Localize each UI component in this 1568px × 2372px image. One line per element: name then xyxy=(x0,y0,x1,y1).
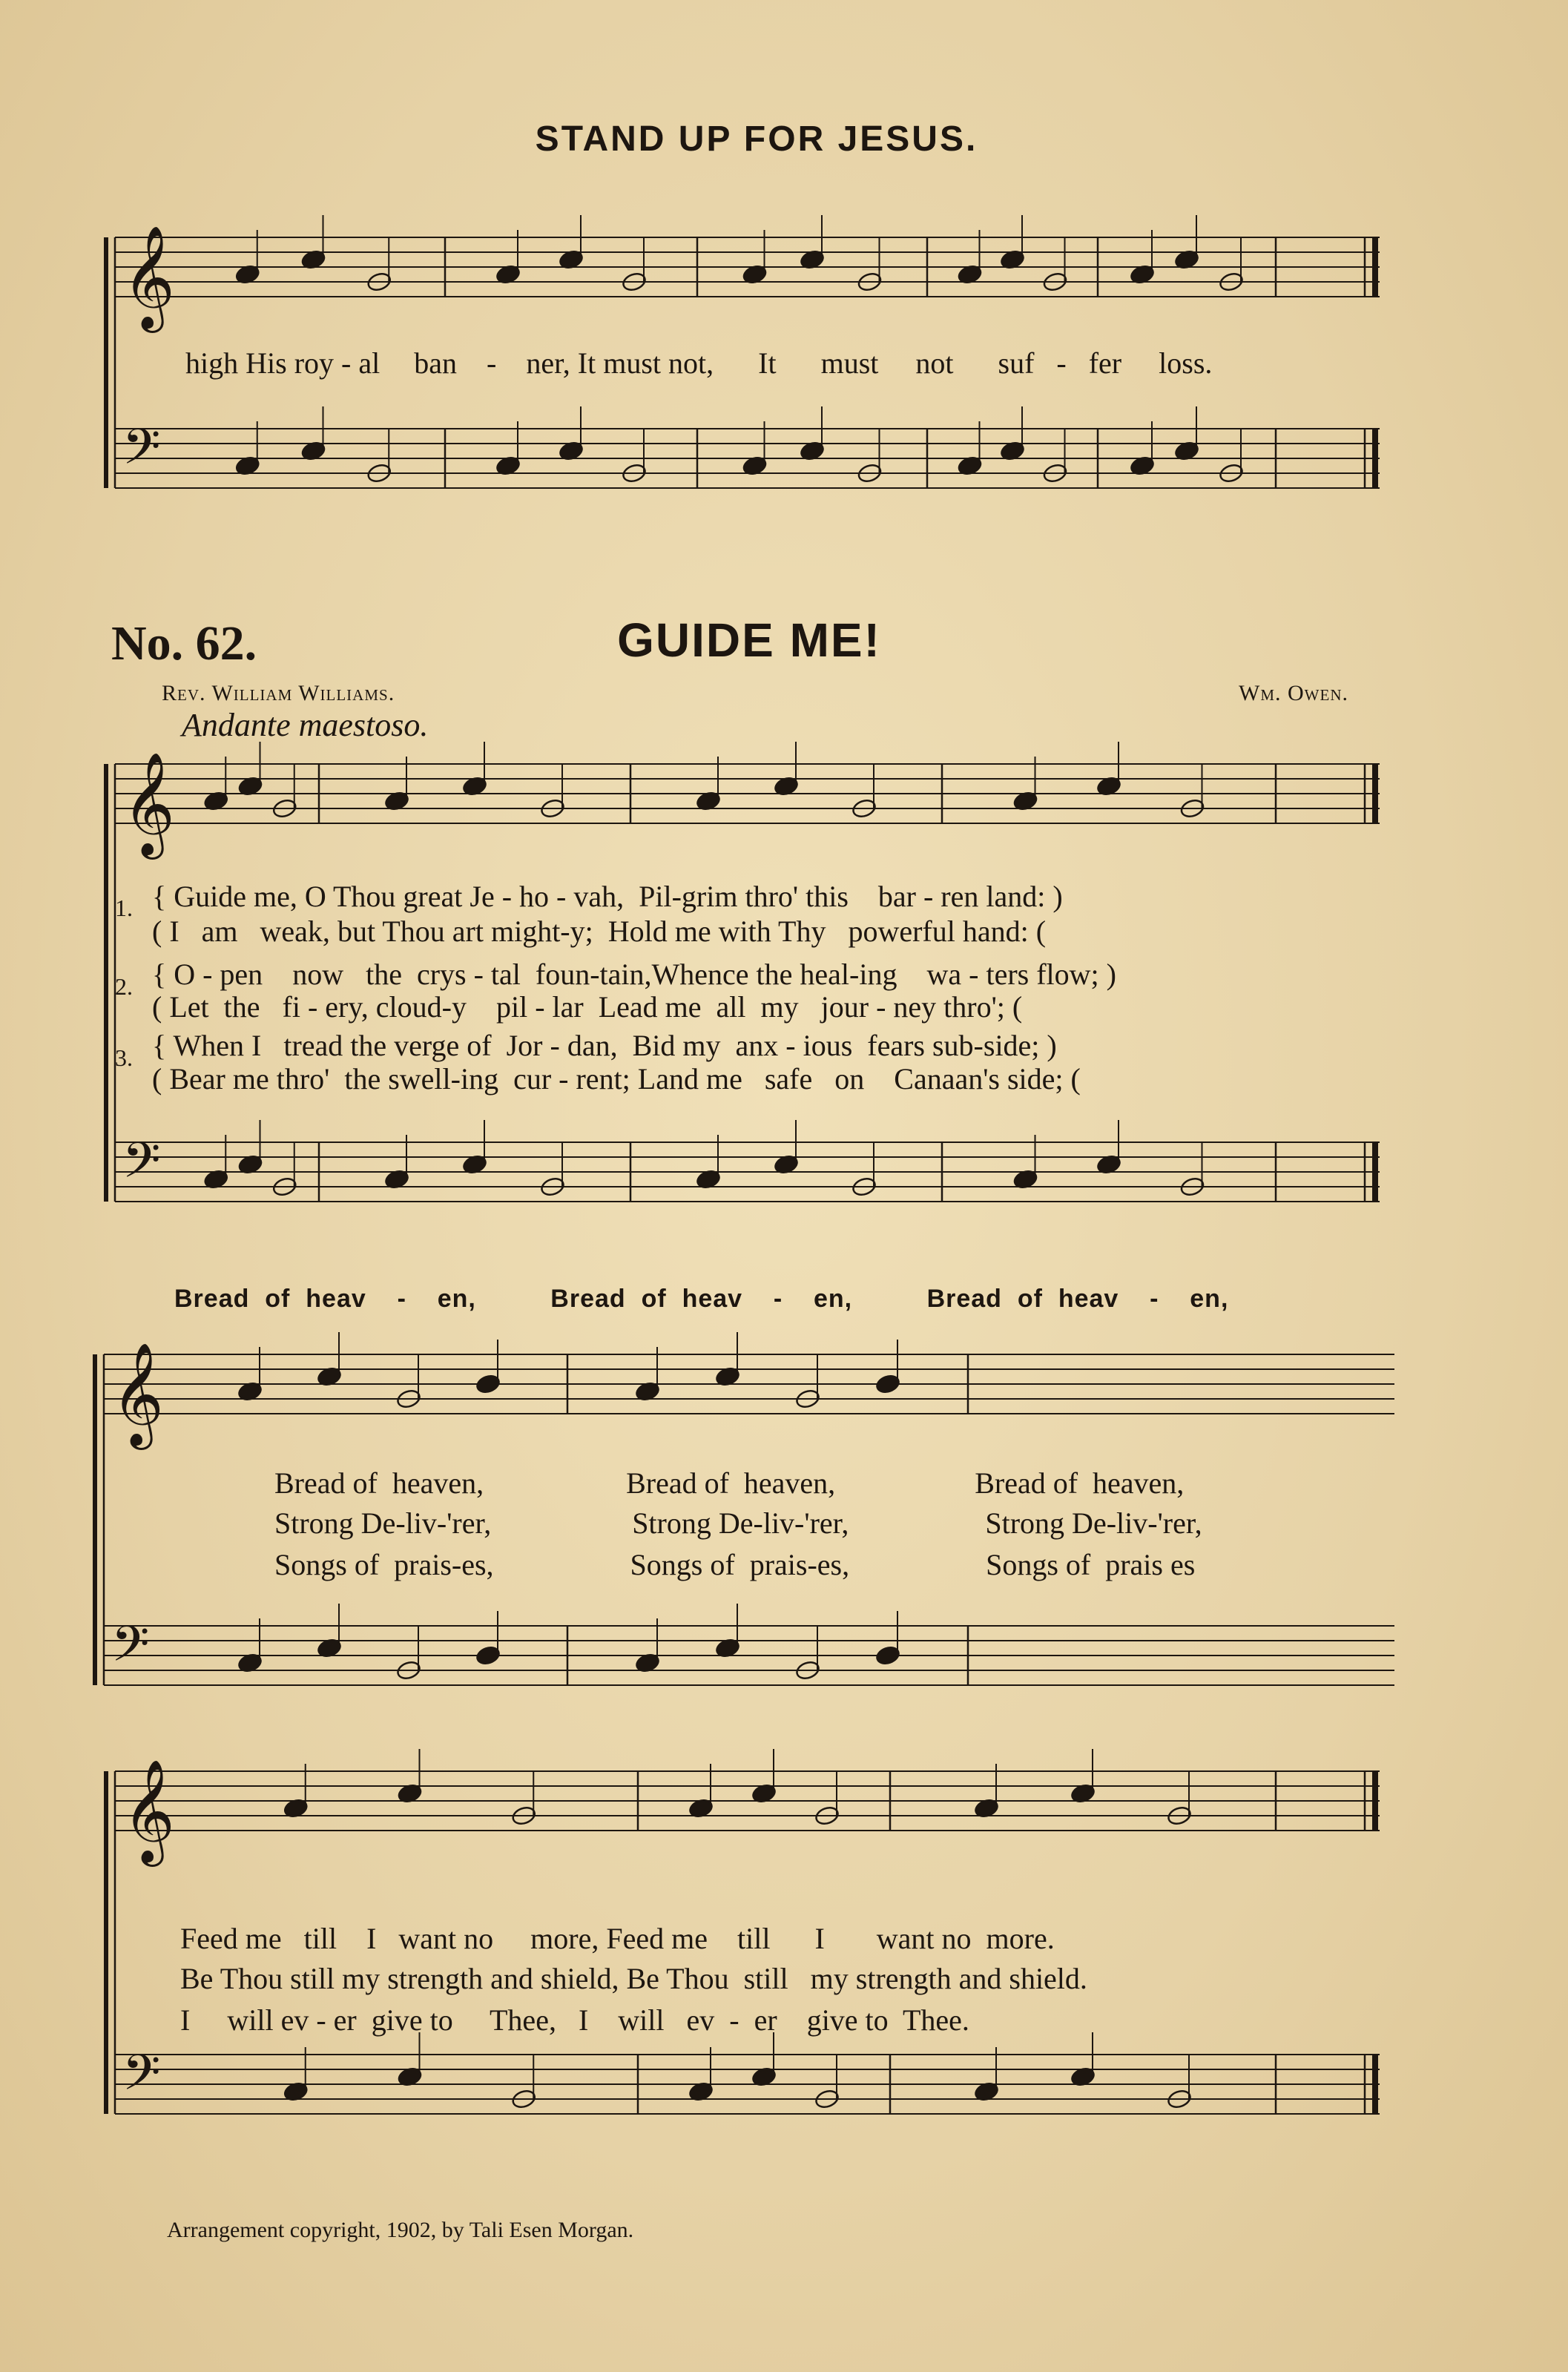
final-line-2: Be Thou still my strength and shield, Be Thou still my strength and shield. xyxy=(180,1962,1087,1995)
sys2-treble-clef: 𝄞 xyxy=(122,752,175,855)
sys1-treble-clef: 𝄞 xyxy=(122,225,175,329)
verse-1-line-1: { Guide me, O Thou great Je - ho - vah, Pil-grim thro' this bar - ren land: ) xyxy=(152,880,1063,913)
verse-2-line-1: { O - pen now the crys - tal foun-tain,Whence the heal-ing wa - ters flow; ) xyxy=(152,958,1116,991)
sys4-treble-final-bar xyxy=(1372,1771,1378,1831)
sys2-bass-clef: 𝄢 xyxy=(122,1132,161,1201)
refrain-line-3: Songs of prais-es, Songs of prais-es, Songs of prais es xyxy=(274,1548,1196,1581)
verse-number-1: 1. xyxy=(115,895,133,921)
sys1-bass-final-bar xyxy=(1372,429,1378,488)
sys3-treble-clef: 𝄞 xyxy=(111,1343,164,1446)
hymn1-title: STAND UP FOR JESUS. xyxy=(535,119,978,159)
verse-number-3: 3. xyxy=(115,1044,133,1071)
sys4-bass-clef: 𝄢 xyxy=(122,2044,161,2113)
sys4-bass-final-bar xyxy=(1372,2055,1378,2114)
refrain-line-2: Strong De-liv-'rer, Strong De-liv-'rer, Strong De-liv-'rer, xyxy=(274,1506,1202,1540)
hymn1-lyric: high His roy - al ban - ner, It must not, It must not suf - fer loss. xyxy=(185,346,1213,380)
sys1-treble-final-bar xyxy=(1372,237,1378,297)
tempo-marking: Andante maestoso. xyxy=(182,707,429,743)
verse-number-2: 2. xyxy=(115,973,133,1000)
sys4-treble-clef: 𝄞 xyxy=(122,1759,175,1862)
sys3-bass-clef: 𝄢 xyxy=(111,1615,150,1684)
copyright-notice: Arrangement copyright, 1902, by Tali Esen Morgan. xyxy=(167,2218,634,2242)
verse-3-line-1: { When I tread the verge of Jor - dan, Bid my anx - ious fears sub-side; ) xyxy=(152,1029,1057,1062)
hymn2-title: GUIDE ME! xyxy=(617,613,881,667)
author: Rev. William Williams. xyxy=(162,681,395,705)
composer: Wm. Owen. xyxy=(1239,681,1348,705)
refrain-line-1: Bread of heaven, Bread of heaven, Bread of heaven, xyxy=(274,1466,1185,1500)
sys2-treble-final-bar xyxy=(1372,764,1378,823)
verse-1-line-2: ( I am weak, but Thou art might-y; Hold me with Thy powerful hand: ( xyxy=(152,915,1047,948)
final-line-3: I will ev - er give to Thee, I will ev - er give to Thee. xyxy=(180,2003,969,2037)
hymn-number: No. 62. xyxy=(111,616,257,671)
verse-3-line-2: ( Bear me thro' the swell-ing cur - rent; Land me safe on Canaan's side; ( xyxy=(152,1062,1081,1096)
verse-2-line-2: ( Let the fi - ery, cloud-y pil - lar Lead me all my jour - ney thro'; ( xyxy=(152,990,1023,1024)
sys1-bass-clef: 𝄢 xyxy=(122,418,161,487)
bass-lyric: Bread of heav - en, Bread of heav - en, Bread of heav - en, xyxy=(174,1285,1229,1313)
sys2-bass-final-bar xyxy=(1372,1142,1378,1202)
final-line-1: Feed me till I want no more, Feed me till I want no more. xyxy=(180,1922,1055,1955)
